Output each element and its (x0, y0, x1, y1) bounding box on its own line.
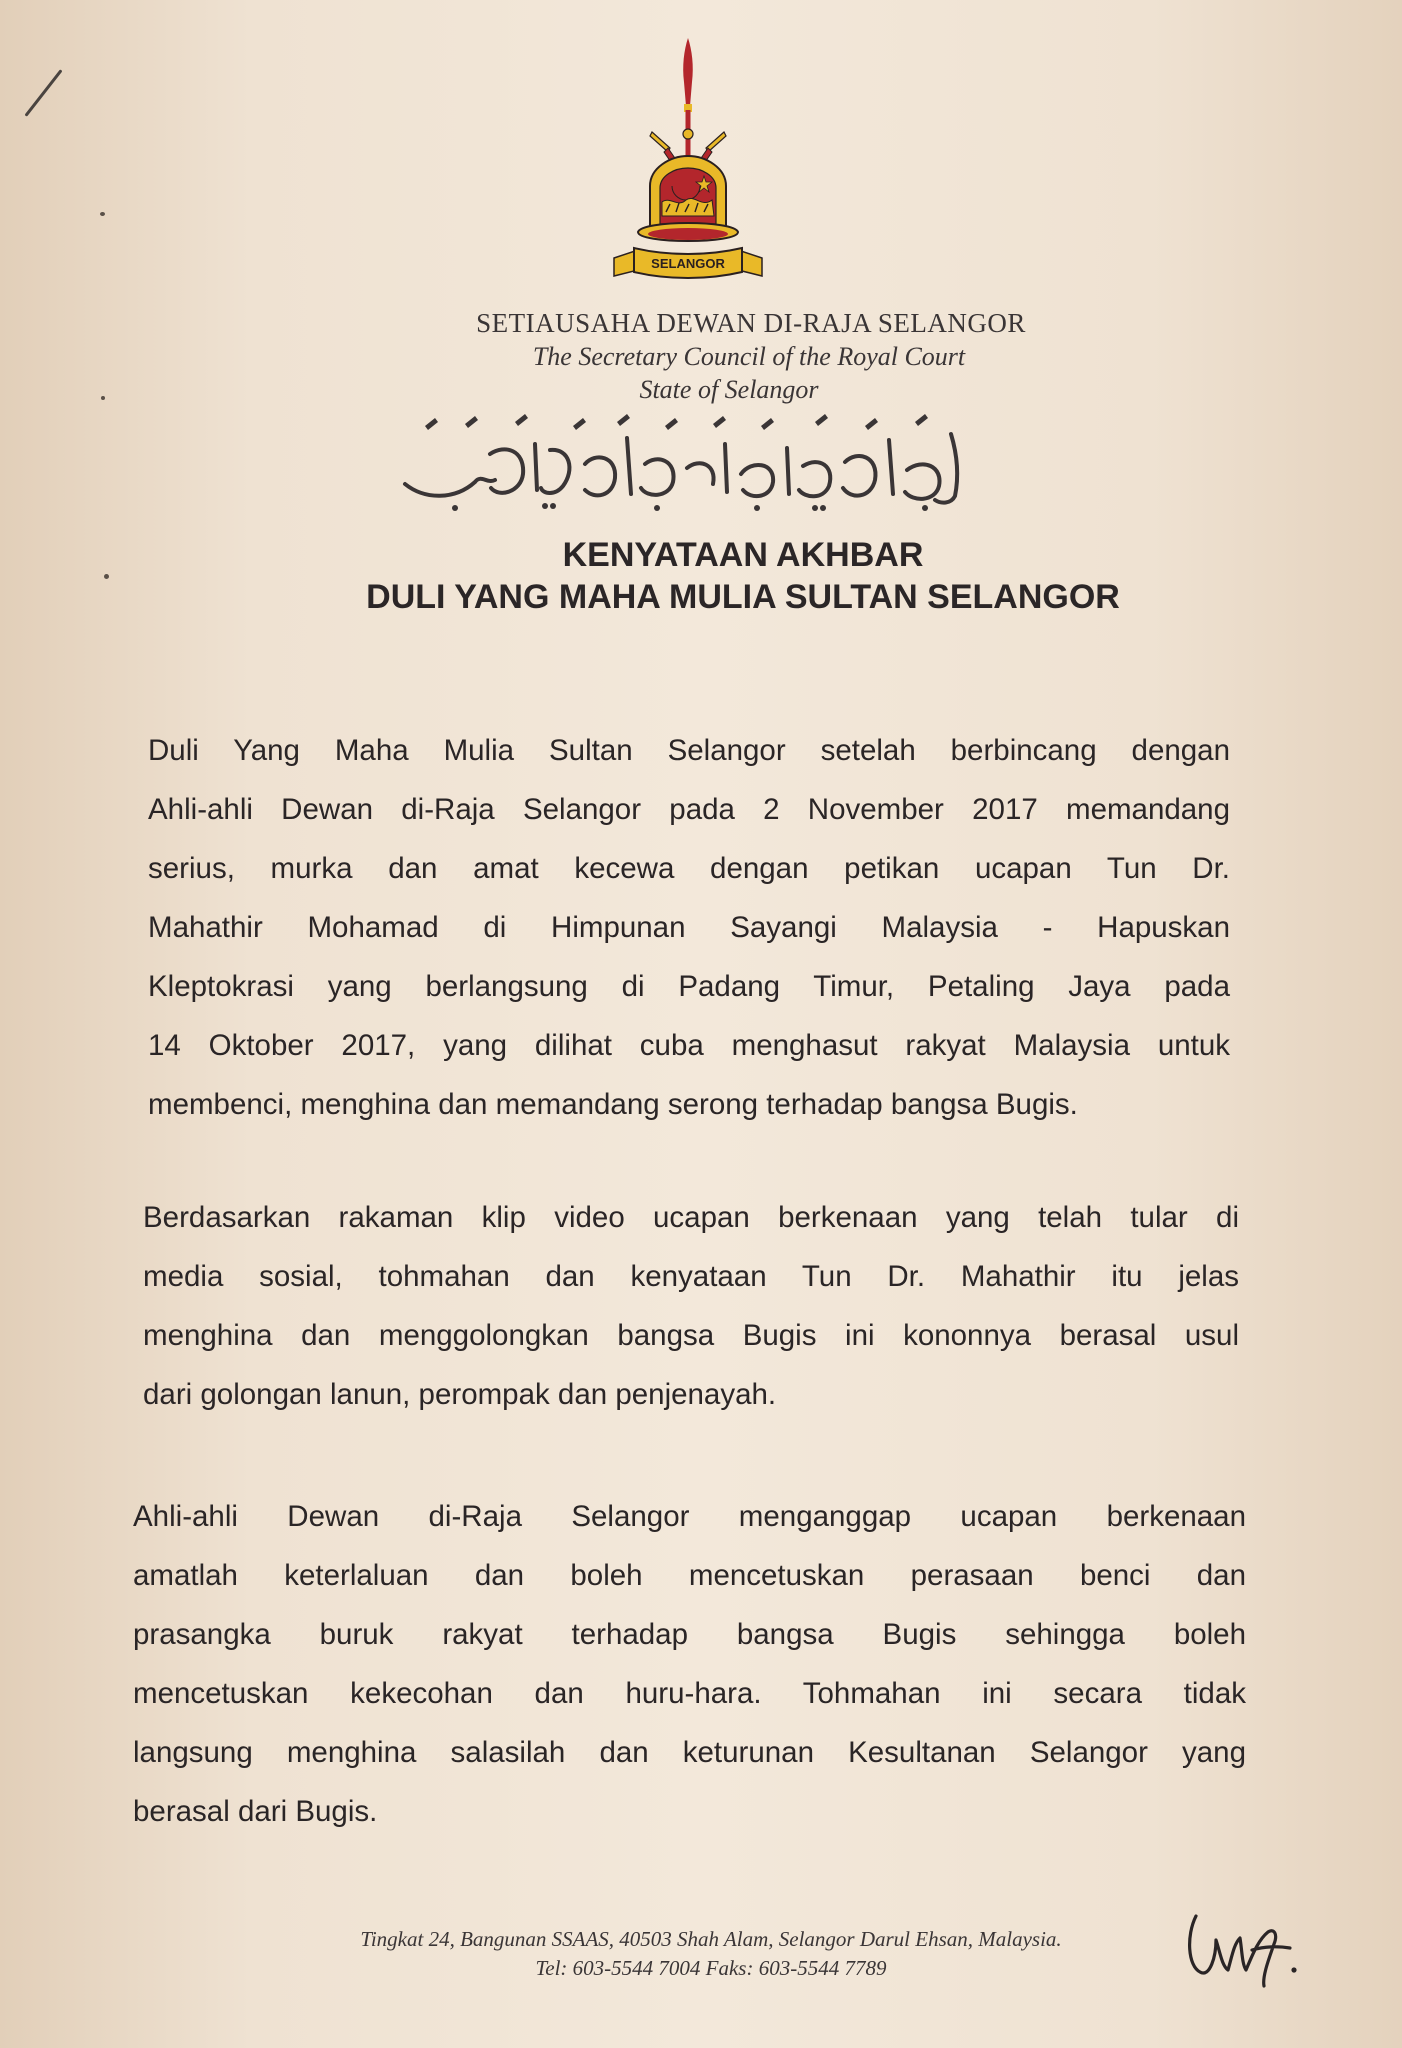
paragraph-line: serius, murka dan amat kecewa dengan petikan ucapan Tun Dr. (148, 852, 1230, 885)
footer-contact: Tel: 603-5544 7004 Faks: 603-5544 7789 (535, 1956, 887, 1980)
paragraph-line: berasal dari Bugis. (133, 1795, 378, 1828)
footer-address: Tingkat 24, Bangunan SSAAS, 40503 Shah Alam, Selangor Darul Ehsan, Malaysia. (360, 1927, 1062, 1951)
org-name-malay: SETIAUSAHA DEWAN DI-RAJA SELANGOR (476, 308, 1026, 338)
paragraph-line: Duli Yang Maha Mulia Sultan Selangor setelah berbincang dengan (148, 734, 1230, 767)
paragraph-line: media sosial, tohmahan dan kenyataan Tun Dr. Mahathir itu jelas (143, 1260, 1239, 1293)
crest-ribbon-text: SELANGOR (651, 256, 725, 271)
paragraph-line: Mahathir Mohamad di Himpunan Sayangi Malaysia - Hapuskan (148, 911, 1230, 944)
paragraph-line: Kleptokrasi yang berlangsung di Padang Timur, Petaling Jaya pada (148, 970, 1230, 1003)
paragraph-line: mencetuskan kekecohan dan huru-hara. Tohmahan ini secara tidak (133, 1677, 1246, 1710)
body-paragraph-1 (148, 721, 1230, 1134)
paragraph-line: Ahli-ahli Dewan di-Raja Selangor menganggap ucapan berkenaan (133, 1500, 1246, 1533)
paragraph-line: dari golongan lanun, perompak dan penjenayah. (143, 1378, 777, 1411)
paragraph-line: menghina dan menggolongkan bangsa Bugis ini kononnya berasal usul (143, 1319, 1239, 1352)
paragraph-line: amatlah keterlaluan dan boleh mencetuskan perasaan benci dan (133, 1559, 1246, 1592)
paragraph-line: 14 Oktober 2017, yang dilihat cuba menghasut rakyat Malaysia untuk (148, 1029, 1230, 1062)
handwritten-signature (1182, 1886, 1302, 1990)
paragraph-line: Ahli-ahli Dewan di-Raja Selangor pada 2 November 2017 memandang (148, 793, 1230, 826)
body-paragraph-3 (133, 1487, 1246, 1841)
paragraph-line: Berdasarkan rakaman klip video ucapan berkenaan yang telah tular di (143, 1201, 1239, 1234)
org-name-english-line2: State of Selangor (639, 375, 819, 404)
speck-1 (100, 212, 105, 216)
paragraph-line: langsung menghina salasilah dan keturunan Kesultanan Selangor yang (133, 1736, 1246, 1769)
pen-mark (24, 69, 62, 117)
paragraph-line: membenci, menghina dan memandang serong terhadap bangsa Bugis. (148, 1088, 1078, 1121)
statement-subtitle: DULI YANG MAHA MULIA SULTAN SELANGOR (366, 578, 1120, 616)
jawi-script-logo (395, 404, 985, 514)
statement-title: KENYATAAN AKHBAR (562, 536, 924, 574)
paragraph-line: prasangka buruk rakyat terhadap bangsa Bugis sehingga boleh (133, 1618, 1246, 1651)
body-paragraph-2 (143, 1188, 1239, 1424)
selangor-crest-logo (608, 36, 768, 296)
org-name-english-line1: The Secretary Council of the Royal Court (532, 342, 966, 371)
